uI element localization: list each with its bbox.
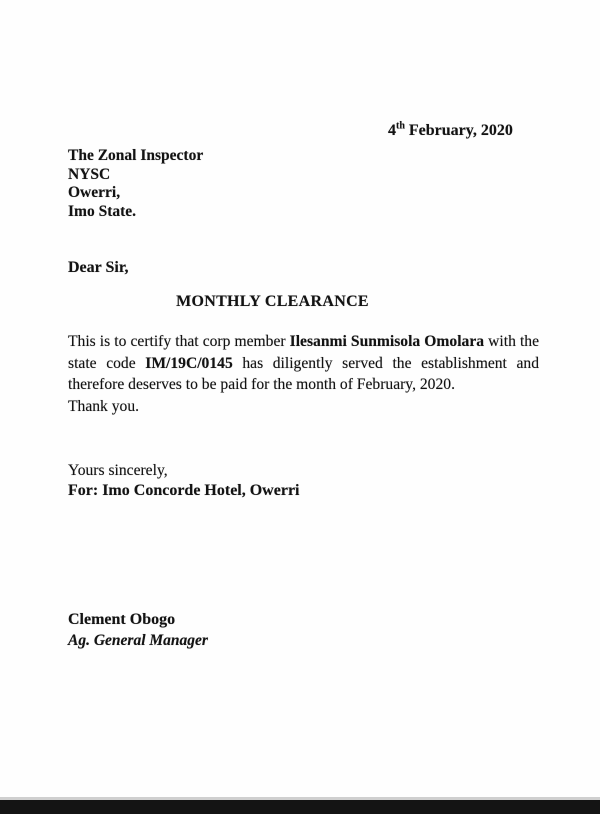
subject-line: MONTHLY CLEARANCE [176,293,369,310]
thank-you-line: Thank you. [68,397,140,415]
address-line: Imo State. [68,202,137,220]
address-line: NYSC [68,165,111,183]
letter-body [68,331,539,417]
address-line: The Zonal Inspector [68,147,204,164]
salutation: Dear Sir, [68,259,129,276]
bottom-letterbox-bar [0,800,600,814]
signatory-title: Ag. General Manager [68,632,208,649]
valediction: Yours sincerely, [68,462,168,479]
body-paragraph: This is to certify that corp member Ilesanmi Sunmisola Omolara with the state code IM/19C/0145 has diligently served the establishment and therefore deserves to be paid for the month of February, 2020. [68,333,540,393]
letter-date: 4th February, 2020 [388,120,513,139]
signed-for-line: For: Imo Concorde Hotel, Owerri [68,482,300,499]
signatory-name: Clement Obogo [68,611,176,628]
address-line: Owerri, [68,184,121,201]
recipient-address [68,147,203,221]
